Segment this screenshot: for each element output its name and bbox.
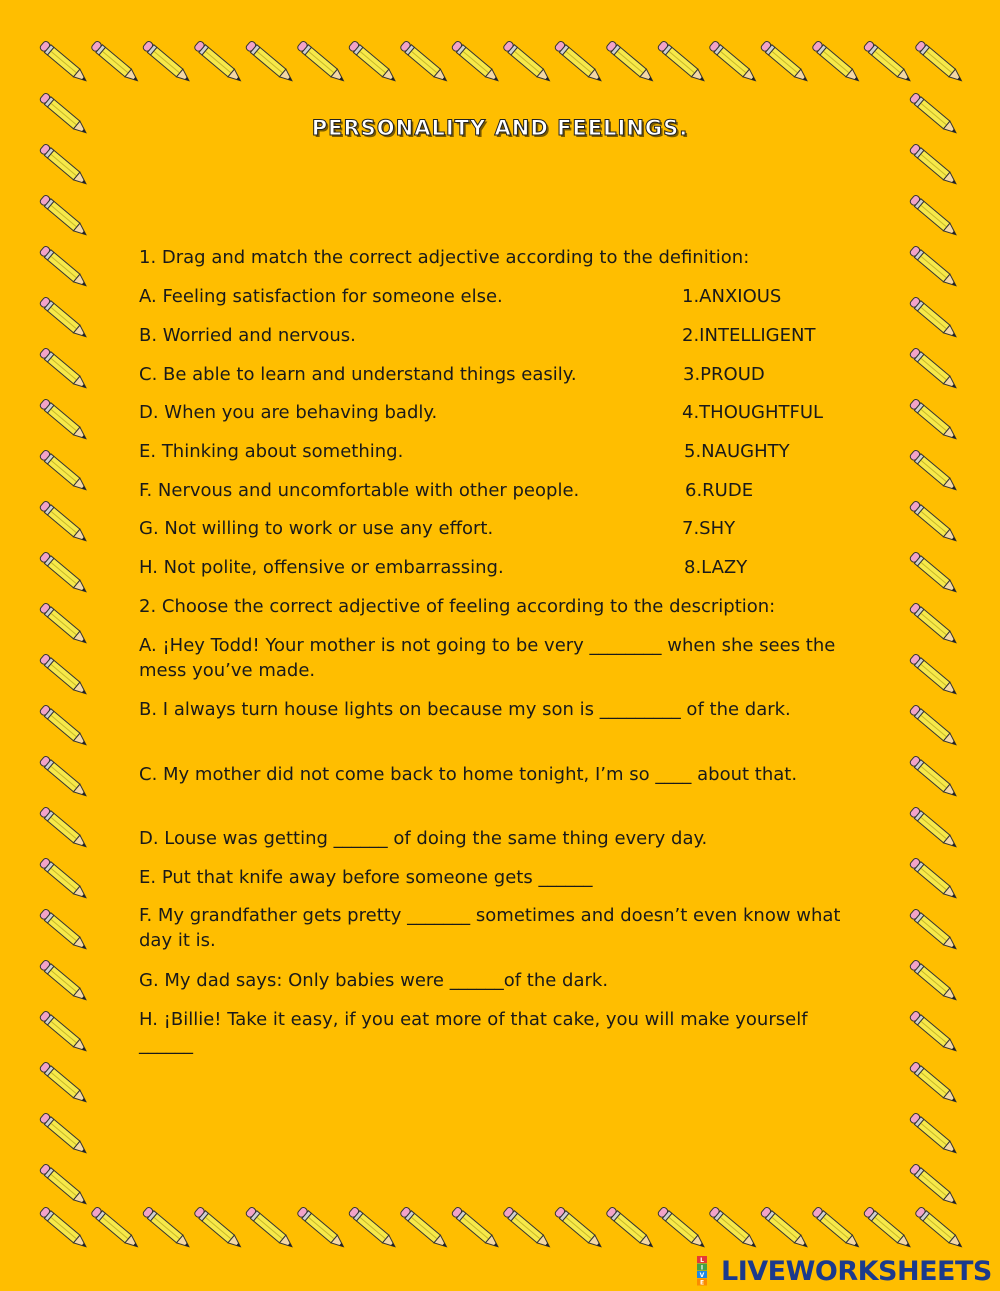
pencil-icon-18 [503, 40, 553, 84]
pencil-icon-59 [909, 653, 959, 697]
pencil-icon-54 [39, 551, 89, 595]
pencil-icon-70 [39, 959, 89, 1003]
pencil-icon-77 [909, 1112, 959, 1156]
pencil-icon-66 [39, 857, 89, 901]
question-h: H. ¡Billie! Take it easy, if you eat more of that cake, you will make yourself ______ [139, 1009, 808, 1055]
pencil-icon-58 [39, 653, 89, 697]
pencil-icon-74 [39, 1061, 89, 1105]
question-e: E. Put that knife away before someone gets ______ [139, 867, 593, 888]
pencil-icon-8 [245, 40, 295, 84]
question-d: D. Louse was getting ______ of doing the same thing every day. [139, 828, 708, 849]
page-title: PERSONALITY AND FEELINGS. [311, 116, 689, 140]
pencil-icon-48 [39, 398, 89, 442]
logo-letter-l: L [700, 1257, 704, 1264]
definition-c: C. Be able to learn and understand things easily. [139, 364, 577, 385]
pencil-icon-65 [909, 806, 959, 850]
pencil-icon-61 [909, 704, 959, 748]
pencil-icon-35 [915, 1206, 965, 1250]
pencil-icon-14 [400, 40, 450, 84]
adjective-6[interactable]: 6.RUDE [685, 480, 754, 501]
pencil-icon-67 [909, 857, 959, 901]
definition-a: A. Feeling satisfaction for someone else. [139, 286, 503, 307]
pencil-icon-49 [909, 398, 959, 442]
pencil-icon-17 [451, 1206, 501, 1250]
pencil-icon-75 [909, 1061, 959, 1105]
adjective-4[interactable]: 4.THOUGHTFUL [682, 402, 824, 423]
adjective-5[interactable]: 5.NAUGHTY [684, 441, 790, 462]
pencil-icon-39 [909, 143, 959, 187]
pencil-icon-13 [348, 1206, 398, 1250]
pencil-icon-3 [91, 1206, 141, 1250]
pencil-icon-7 [194, 1206, 244, 1250]
pencil-icon-24 [657, 40, 707, 84]
pencil-icon-55 [909, 551, 959, 595]
pencil-icon-50 [39, 449, 89, 493]
logo-letter-e: E [699, 1279, 705, 1286]
section1-instruction: 1. Drag and match the correct adjective according to the definition: [139, 247, 750, 268]
pencil-icon-51 [909, 449, 959, 493]
pencil-icon-4 [142, 40, 192, 84]
adjective-3[interactable]: 3.PROUD [683, 364, 765, 385]
liveworksheets-logo[interactable] [697, 1254, 992, 1288]
pencil-icon-10 [297, 40, 347, 84]
liveworksheets-logo-icon [697, 1256, 719, 1286]
definition-b: B. Worried and nervous. [139, 325, 356, 346]
pencil-icon-5 [142, 1206, 192, 1250]
pencil-icon-68 [39, 908, 89, 952]
adjective-7[interactable]: 7.SHY [682, 518, 736, 539]
pencil-icon-73 [909, 1010, 959, 1054]
pencil-icon-34 [915, 40, 965, 84]
pencil-icon-60 [39, 704, 89, 748]
pencil-icon-33 [863, 1206, 913, 1250]
pencil-icon-21 [554, 1206, 604, 1250]
pencil-icon-26 [709, 40, 759, 84]
pencil-icon-47 [909, 347, 959, 391]
pencil-icon-56 [39, 602, 89, 646]
pencil-icon-63 [909, 755, 959, 799]
pencil-icon-41 [909, 194, 959, 238]
question-g: G. My dad says: Only babies were ______of the dark. [139, 970, 609, 991]
pencil-icon-15 [400, 1206, 450, 1250]
pencil-icon-46 [39, 347, 89, 391]
pencil-icon-12 [348, 40, 398, 84]
pencil-icon-2 [91, 40, 141, 84]
pencil-icon-1 [39, 1206, 89, 1250]
adjective-8[interactable]: 8.LAZY [684, 557, 748, 578]
pencil-icon-72 [39, 1010, 89, 1054]
pencil-icon-28 [760, 40, 810, 84]
section2-instruction: 2. Choose the correct adjective of feeling according to the description: [139, 596, 776, 617]
definition-h: H. Not polite, offensive or embarrassing. [139, 557, 504, 578]
pencil-icon-29 [760, 1206, 810, 1250]
pencil-icon-38 [39, 143, 89, 187]
pencil-icon-43 [909, 245, 959, 289]
question-b: B. I always turn house lights on because my son is _________ of the dark. [139, 699, 791, 720]
definition-e: E. Thinking about something. [139, 441, 404, 462]
definition-g: G. Not willing to work or use any effort. [139, 518, 494, 539]
logo-letter-i: I [700, 1264, 704, 1272]
definition-f: F. Nervous and uncomfortable with other people. [139, 480, 580, 501]
pencil-icon-45 [909, 296, 959, 340]
pencil-icon-11 [297, 1206, 347, 1250]
question-f: F. My grandfather gets pretty _______ sometimes and doesn’t even know what day it is. [139, 905, 841, 951]
pencil-icon-27 [709, 1206, 759, 1250]
adjective-1[interactable]: 1.ANXIOUS [682, 286, 782, 307]
pencil-icon-78 [39, 1163, 89, 1207]
question-c: C. My mother did not come back to home tonight, I’m so ____ about that. [139, 764, 798, 785]
pencil-icon-69 [909, 908, 959, 952]
pencil-icon-52 [39, 500, 89, 544]
logo-letter-v: V [699, 1272, 705, 1279]
pencil-icon-19 [503, 1206, 553, 1250]
liveworksheets-logo-text: LIVEWORKSHEETS [721, 1255, 992, 1287]
pencil-icon-79 [909, 1163, 959, 1207]
pencil-icon-76 [39, 1112, 89, 1156]
adjective-2[interactable]: 2.INTELLIGENT [682, 325, 816, 346]
pencil-icon-42 [39, 245, 89, 289]
pencil-icon-16 [451, 40, 501, 84]
pencil-icon-6 [194, 40, 244, 84]
pencil-icon-23 [606, 1206, 656, 1250]
pencil-icon-62 [39, 755, 89, 799]
pencil-icon-25 [657, 1206, 707, 1250]
pencil-icon-57 [909, 602, 959, 646]
pencil-icon-40 [39, 194, 89, 238]
definition-d: D. When you are behaving badly. [139, 402, 438, 423]
pencil-icon-31 [812, 1206, 862, 1250]
pencil-icon-30 [812, 40, 862, 84]
pencil-icon-9 [245, 1206, 295, 1250]
pencil-icon-20 [554, 40, 604, 84]
pencil-icon-64 [39, 806, 89, 850]
question-a: A. ¡Hey Todd! Your mother is not going to be very ________ when she sees the mess you’ve made. [139, 635, 836, 681]
pencil-icon-71 [909, 959, 959, 1003]
pencil-icon-22 [606, 40, 656, 84]
pencil-icon-53 [909, 500, 959, 544]
pencil-icon-32 [863, 40, 913, 84]
pencil-icon-44 [39, 296, 89, 340]
pencil-icon-0 [39, 40, 89, 84]
